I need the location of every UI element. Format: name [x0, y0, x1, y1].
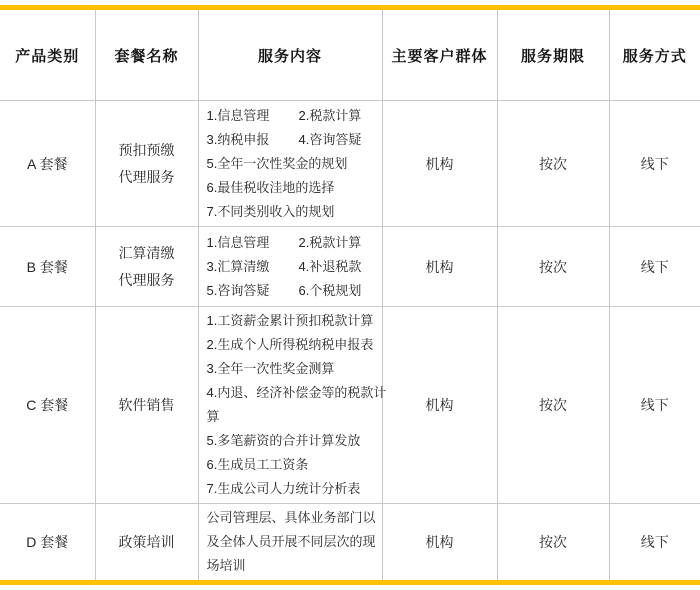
cell-package-name	[95, 227, 198, 307]
service-item: 3.纳税申报	[206, 131, 270, 147]
service-item: 5.多笔薪资的合并计算发放	[206, 433, 361, 448]
package-name-line: 汇算清缴	[118, 244, 175, 261]
service-item: 算	[206, 409, 220, 424]
cell-service-method: 线下	[609, 227, 700, 307]
cell-customer-group: 机构	[382, 101, 497, 227]
service-item: 3.汇算清缴	[206, 258, 270, 274]
table-row	[0, 307, 700, 504]
document-page	[0, 5, 700, 585]
column-header-customer-group: 主要客户群体	[382, 8, 497, 101]
service-item: 1.信息管理	[206, 234, 270, 250]
table-body	[0, 101, 700, 583]
service-item: 4.补退税款	[298, 258, 362, 274]
service-item: 4.内退、经济补偿金等的税款计	[206, 385, 387, 400]
cell-product-category: A 套餐	[0, 101, 95, 227]
service-item: 1.信息管理	[206, 107, 270, 123]
cell-package-name	[95, 307, 198, 504]
cell-package-name	[95, 504, 198, 583]
header-row	[0, 8, 700, 101]
cell-service-method: 线下	[609, 307, 700, 504]
package-name-line: 代理服务	[118, 168, 175, 185]
package-name-line: 软件销售	[118, 396, 175, 413]
service-content-line	[207, 309, 378, 333]
cell-service-content	[198, 101, 382, 227]
service-content-line	[207, 429, 378, 453]
cell-service-period: 按次	[497, 101, 609, 227]
service-packages-table	[0, 5, 700, 585]
service-item: 公司管理层、具体业务部门以	[206, 510, 376, 525]
service-content-line	[207, 279, 378, 303]
column-header-service-period: 服务期限	[497, 8, 609, 101]
service-item: 2.税款计算	[298, 234, 362, 250]
service-item: 5.全年一次性奖金的规划	[206, 155, 348, 171]
package-name-line: 预扣预缴	[118, 141, 175, 158]
service-content-line	[207, 231, 378, 255]
cell-service-content	[198, 227, 382, 307]
service-content-line	[207, 357, 378, 381]
cell-service-content	[198, 307, 387, 504]
service-content-line	[207, 554, 378, 578]
service-item: 7.不同类别收入的规划	[206, 203, 335, 219]
service-item: 5.咨询答疑	[206, 282, 270, 298]
service-content-line	[207, 200, 378, 224]
service-item: 3.全年一次性奖金测算	[206, 361, 335, 376]
service-content-line	[207, 453, 378, 477]
service-item: 7.生成公司人力统计分析表	[206, 481, 361, 496]
cell-service-content	[198, 504, 382, 583]
service-item: 2.生成个人所得税纳税申报表	[206, 337, 374, 352]
cell-service-period: 按次	[497, 504, 609, 583]
table-row	[0, 101, 700, 227]
service-item: 及全体人员开展不同层次的现	[206, 534, 376, 549]
service-content-line	[206, 381, 387, 405]
cell-service-period: 按次	[497, 307, 609, 504]
service-content-line	[207, 176, 378, 200]
table-row	[0, 227, 700, 307]
service-content-line	[207, 506, 378, 530]
cell-product-category: B 套餐	[0, 227, 95, 307]
service-content-line	[207, 405, 378, 429]
table-row	[0, 504, 700, 583]
cell-product-category: D 套餐	[0, 504, 95, 583]
service-content-line	[207, 477, 378, 501]
cell-service-method: 线下	[609, 504, 700, 583]
service-item: 1.工资薪金累计预扣税款计算	[206, 313, 374, 328]
service-content-line	[207, 530, 378, 554]
cell-customer-group: 机构	[382, 504, 497, 583]
service-item: 4.咨询答疑	[298, 131, 362, 147]
package-name-line: 政策培训	[118, 533, 175, 550]
service-item: 6.生成员工工资条	[206, 457, 309, 472]
service-item: 场培训	[206, 558, 246, 573]
service-item: 6.个税规划	[298, 282, 362, 298]
service-item: 2.税款计算	[298, 107, 362, 123]
service-content-line	[207, 333, 378, 357]
column-header-product-category: 产品类别	[0, 8, 95, 101]
service-content-line	[207, 104, 378, 128]
cell-customer-group: 机构	[382, 227, 497, 307]
cell-product-category: C 套餐	[0, 307, 95, 504]
service-content-line	[207, 128, 378, 152]
cell-package-name	[95, 101, 198, 227]
column-header-service-content: 服务内容	[198, 8, 382, 101]
column-header-service-method: 服务方式	[609, 8, 700, 101]
cell-service-period: 按次	[497, 227, 609, 307]
cell-service-method: 线下	[609, 101, 700, 227]
service-content-line	[207, 152, 378, 176]
service-content-line	[207, 255, 378, 279]
package-name-line: 代理服务	[118, 271, 175, 288]
column-header-package-name: 套餐名称	[95, 8, 198, 101]
cell-customer-group: 机构	[382, 307, 497, 504]
service-item: 6.最佳税收洼地的选择	[206, 179, 335, 195]
